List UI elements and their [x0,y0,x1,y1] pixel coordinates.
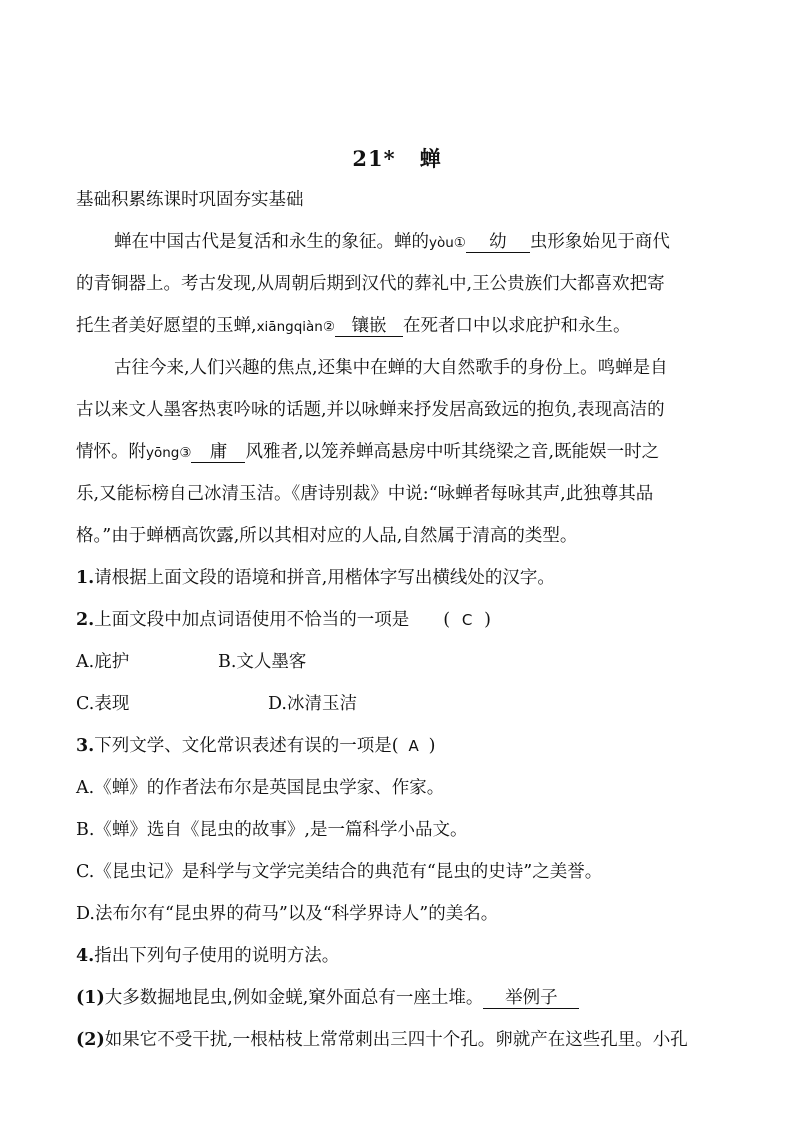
question-2: 2.上面文段中加点词语使用不恰当的一项是 ( C ) [76,610,491,630]
q3-option-a: A.《蝉》的作者法布尔是英国昆虫学家、作家。 [76,778,445,798]
fill-blank-1: 幼 [466,232,530,253]
passage-p2-line4: 乐,又能标榜自己冰清玉洁。《唐诗别裁》中说:“咏蝉者每咏其声,此独尊其品 [76,484,654,504]
pinyin-3: yōng③ [146,445,192,461]
pinyin-2: xiāngqiàn② [256,319,335,335]
q2-option-b: B.文人墨客 [218,652,307,672]
q2-option-d: D.冰清玉洁 [268,694,357,714]
passage-p2-line2: 古以来文人墨客热衷吟咏的话题,并以咏蝉来抒发居高致远的抱负,表现高洁的 [76,400,665,420]
lesson-number: 21* [352,146,396,171]
passage-p1-line1: 蝉在中国古代是复活和永生的象征。蝉的yòu① 幼 虫形象始见于商代 [114,232,670,252]
q4-sentence-1: (1)大多数掘地昆虫,例如金蜣,窠外面总有一座土堆。 举例子 [76,987,579,1009]
question-4: 4.指出下列句子使用的说明方法。 [76,946,340,966]
fill-blank-2: 镶嵌 [335,316,403,337]
question-1: 1.请根据上面文段的语境和拼音,用楷体字写出横线处的汉字。 [76,568,555,588]
q2-option-c: C.表现 [76,694,130,714]
q4-sentence-2: (2)如果它不受干扰,一根枯枝上常常刺出三四十个孔。卵就产在这些孔里。小孔 [76,1030,688,1050]
passage-p1-line3: 托生者美好愿望的玉蝉,xiāngqiàn② 镶嵌 在死者口中以求庇护和永生。 [76,316,631,336]
pinyin-1: yòu① [429,235,466,251]
question-2-answer: C [461,611,473,629]
question-3-answer: A [408,737,419,755]
fill-blank-3: 庸 [191,442,245,463]
passage-p1-line2: 的青铜器上。考古发现,从周朝后期到汉代的葬礼中,王公贵族们大都喜欢把寄 [76,274,665,294]
lesson-title: 蝉 [419,146,442,171]
q3-option-d: D.法布尔有“昆虫界的荷马”以及“科学界诗人”的美名。 [76,904,499,924]
page-title [0,143,794,173]
passage-p2-line1: 古往今来,人们兴趣的焦点,还集中在蝉的大自然歌手的身份上。鸣蝉是自 [114,358,668,378]
q2-option-a: A.庇护 [76,652,130,672]
section-heading: 基础积累练课时巩固夯实基础 [76,190,304,210]
q4-answer-1: 举例子 [483,988,579,1009]
q3-option-b: B.《蝉》选自《昆虫的故事》,是一篇科学小品文。 [76,820,468,840]
question-3: 3.下列文学、文化常识表述有误的一项是( A ) [76,736,436,756]
q3-option-c: C.《昆虫记》是科学与文学完美结合的典范有“昆虫的史诗”之美誉。 [76,862,603,882]
passage-p2-line5: 格。”由于蝉栖高饮露,所以其相对应的人品,自然属于清高的类型。 [76,526,578,546]
passage-p2-line3: 情怀。附yōng③ 庸 风雅者,以笼养蝉高悬房中听其绕梁之音,既能娱一时之 [76,442,660,462]
